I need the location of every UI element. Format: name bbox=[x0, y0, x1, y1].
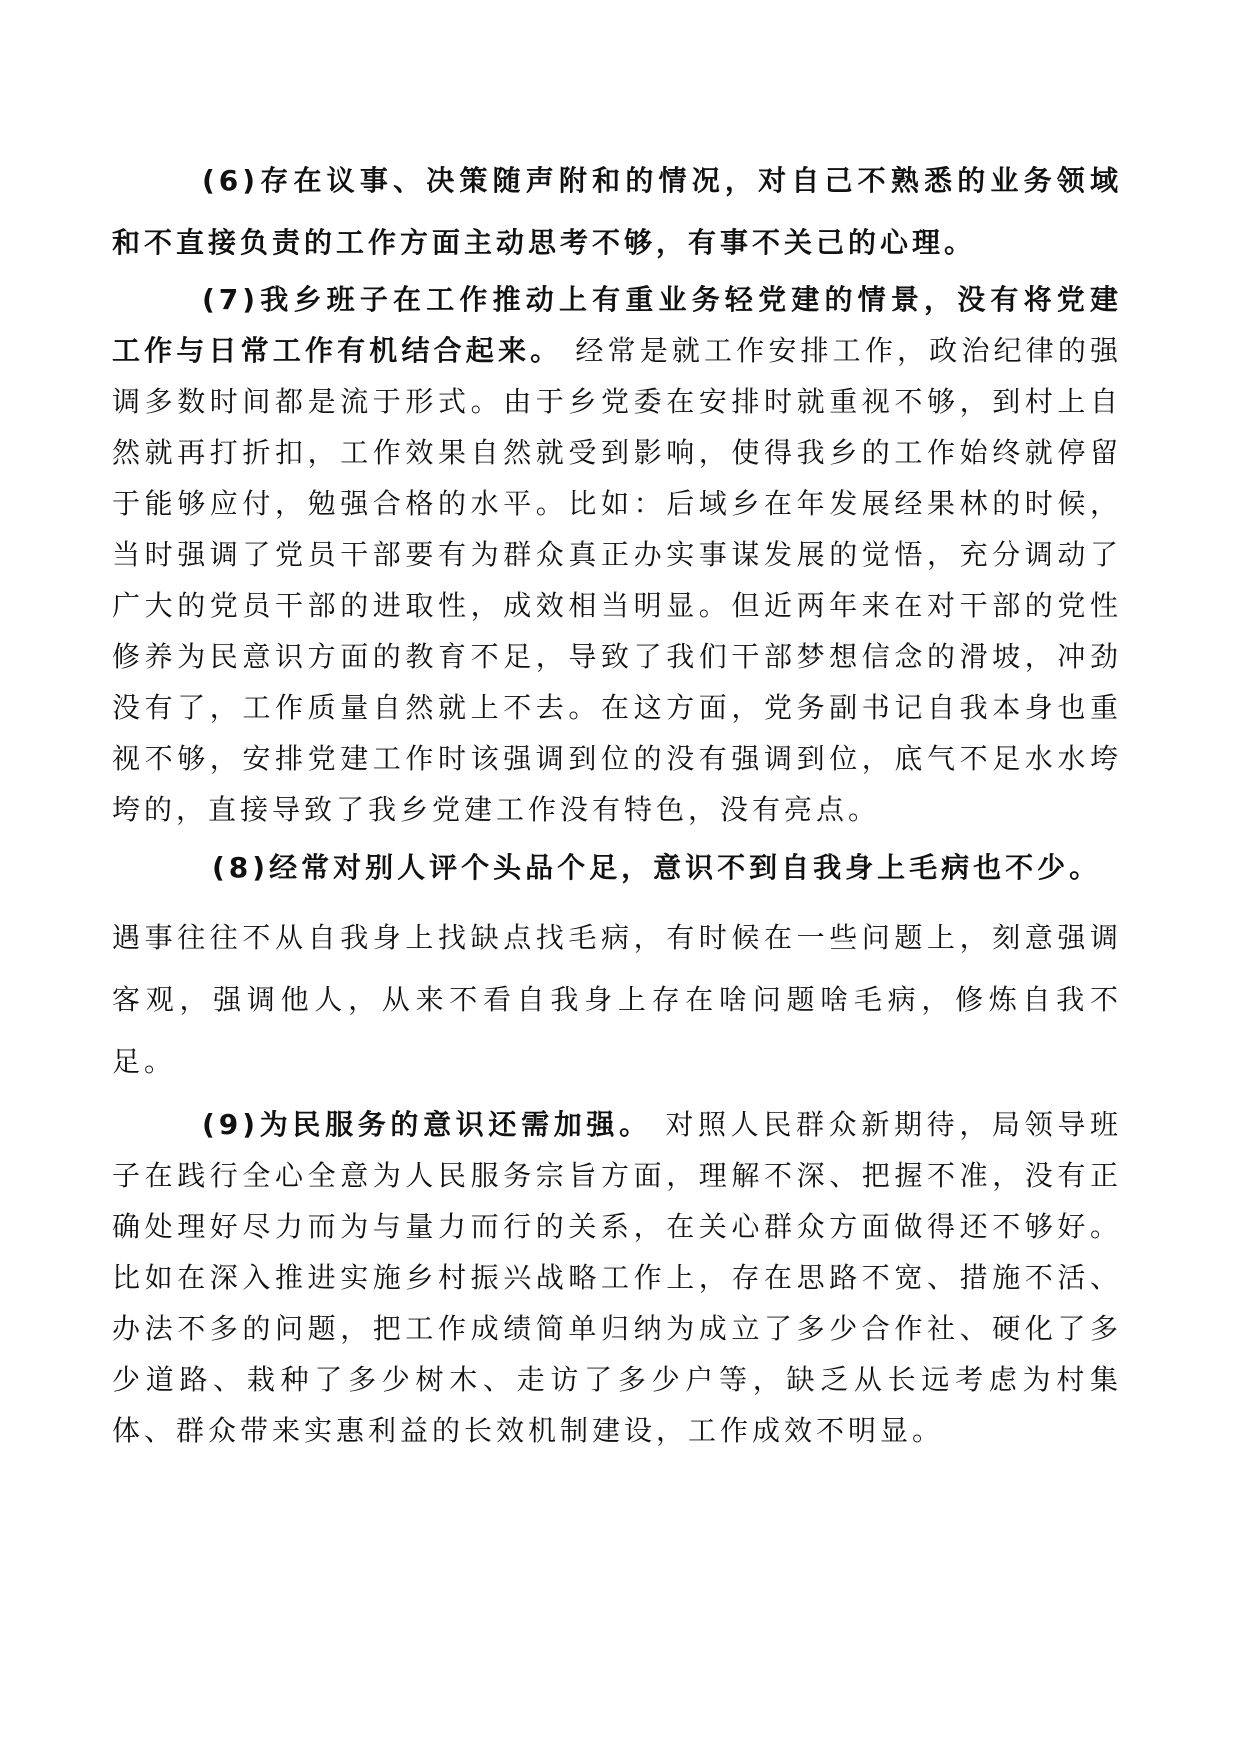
paragraph-7-text: 经常是就工作安排工作，政治纪律的强调多数时间都是流于形式。由于乡党委在安排时就重视不够，到村上自然就再打折扣，工作效果自然就受到影响，使得我乡的工作始终就停留于能够应付，勉强合格的水平。比如：后域乡在年发展经果林的时候，当时强调了党员干部要有为群众真正办实事谋发展的觉悟，充分调动了广大的党员干部的进取性，成效相当明显。但近两年来在对干部的党性修养为民意识方面的教育不足，导致了我们干部梦想信念的滑坡，冲劲没有了，工作质量自然就上不去。在这方面，党务副书记自我本身也重视不够，安排党建工作时该强调到位的没有强调到位，底气不足水水垮垮的，直接导致了我乡党建工作没有特色，没有亮点。 bbox=[112, 334, 1122, 826]
paragraph-6-heading: (6)存在议事、决策随声附和的情况，对自己不熟悉的业务领域和不直接负责的工作方面主动思考不够，有事不关己的心理。 bbox=[112, 164, 1122, 259]
paragraph-9 bbox=[112, 1099, 1122, 1456]
paragraph-8-heading: (8)经常对别人评个头品个足，意识不到自我身上毛病也不少。 bbox=[212, 851, 1102, 884]
paragraph-8-heading-line bbox=[112, 843, 1122, 893]
paragraph-7 bbox=[112, 274, 1122, 835]
paragraph-8-text: 遇事往往不从自我身上找缺点找毛病，有时候在一些问题上，刻意强调客观，强调他人，从来不看自我身上存在啥问题啥毛病，修炼自我不足。 bbox=[112, 921, 1122, 1078]
paragraph-7-heading: (7)我乡班子在工作推动上有重业务轻党建的情景，没有将党建工作与日常工作有机结合起来。 bbox=[112, 283, 1122, 367]
paragraph-9-heading: (9)为民服务的意识还需加强。 bbox=[202, 1108, 652, 1141]
document-body bbox=[112, 150, 1122, 1456]
paragraph-9-text: 对照人民群众新期待，局领导班子在践行全心全意为人民服务宗旨方面，理解不深、把握不准，没有正确处理好尽力而为与量力而行的关系，在关心群众方面做得还不够好。比如在深入推进实施乡村振兴战略工作上，存在思路不宽、措施不活、办法不多的问题，把工作成绩简单归纳为成立了多少合作社、硬化了多少道路、栽种了多少树木、走访了多少户等，缺乏从长远考虑为村集体、群众带来实惠利益的长效机制建设，工作成效不明显。 bbox=[112, 1108, 1123, 1447]
paragraph-6 bbox=[112, 150, 1122, 274]
paragraph-8 bbox=[112, 907, 1122, 1093]
